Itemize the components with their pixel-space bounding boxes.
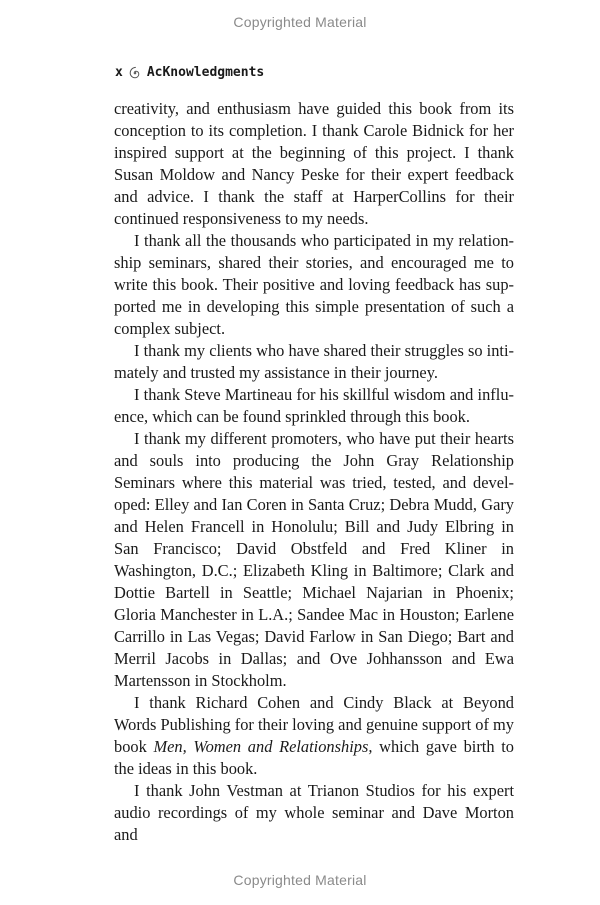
paragraph: I thank my different promoters, who have put their hearts and souls into producing the John Gray Relationship Seminars where this material was tried, tested, and developed: Elley and Ian Coren in Santa Cruz; Debra Mudd, Gary and Helen Francell in Honolulu; Bill and Judy Elbring in San Francisco; David Obstfeld and Fred Kliner in Washington, D.C.; Elizabeth Kling in Baltimore; Clark and Dottie Bartell in Seattle; Michael Najarian in Phoenix; Gloria Manchester in L.A.; Sandee Mac in Houston; Earlene Carrillo in Las Vegas; David Farlow in San Diego; Bart and Merril Jacobs in Dallas; and Ove Johhansson and Ewa Martensson in Stockholm. [114,429,514,690]
paragraph: creativity, and enthusiasm have guided this book from its conception to its completion. I thank Carole Bidnick for her inspired support at the beginning of this project. I thank Susan Moldow and Nancy Peske for their expert feedback and advice. I thank the staff at HarperCollins for their continued responsiveness to my needs. [114,99,514,228]
body-text [114,98,514,846]
paragraph: I thank my clients who have shared their struggles so intimately and trusted my assistance in their journey. [114,341,514,382]
chapter-title: AcKnowledgments [146,65,265,80]
paragraph [114,692,514,780]
paragraph: I thank John Vestman at Trianon Studios for his expert audio recordings of my whole seminar and Dave Morton and [114,781,514,844]
watermark-top: Copyrighted Material [233,14,367,30]
book-title: Men, Women and Relationships, [153,737,373,756]
paragraph: I thank Steve Martineau for his skillful wisdom and influence, which can be found sprinkled through this book. [114,385,514,426]
paragraph: I thank all the thousands who participated in my relationship seminars, shared their stories, and encouraged me to write this book. Their positive and loving feedback has supported me in developing this simple presentation of such a complex subject. [114,231,514,338]
paragraph-text: I thank Richard Cohen and Cindy Black at Beyond Words Publishing for their loving and genuine support of my book [114,693,514,756]
spiral-icon [128,66,142,80]
paragraph-text: which gave birth to the ideas in this book. [114,737,514,778]
running-head [115,65,264,80]
watermark-bottom: Copyrighted Material [233,872,367,888]
page-number: x [115,65,123,80]
